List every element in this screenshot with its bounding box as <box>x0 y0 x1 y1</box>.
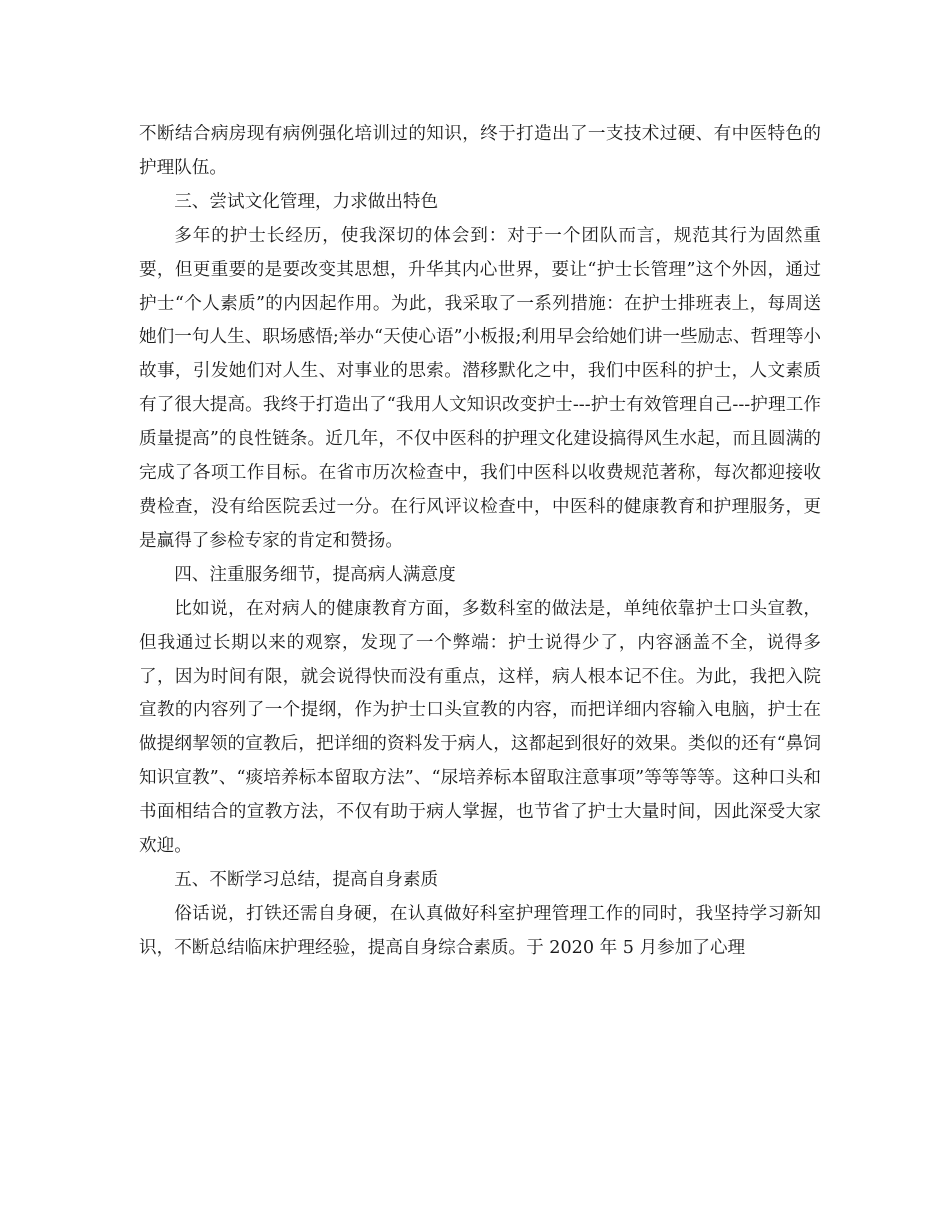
section-heading-5: 五、不断学习总结，提高自身素质 <box>174 869 439 890</box>
paragraph-self-improvement: 俗话说，打铁还需自身硬，在认真做好科室护理管理工作的同时，我坚持学习新知识，不断总结临床护理经验，提高自身综合素质。于 2020 年 5 月参加了心理 <box>139 903 821 958</box>
section-heading-4: 四、注重服务细节，提高病人满意度 <box>174 564 456 585</box>
paragraph-service-details: 比如说，在对病人的健康教育方面，多数科室的做法是，单纯依靠护士口头宣教，但我通过长期以来的观察，发现了一个弊端：护士说得少了，内容涵盖不全，说得多了，因为时间有限，就会说得快而没有重点，这样，病人根本记不住。为此，我把入院宣教的内容列了一个提纲，作为护士口头宣教的内容，而把详细内容输入电脑，护士在做提纲挈领的宣教后，把详细的资料发于病人，这都起到很好的效果。类似的还有“鼻饲知识宣教”、“痰培养标本留取方法”、“尿培养标本留取注意事项”等等等等。这种口头和书面相结合的宣教方法，不仅有助于病人掌握，也节省了护士大量时间，因此深受大家欢迎。 <box>139 598 821 857</box>
paragraph-continuation: 不断结合病房现有病例强化培训过的知识，终于打造出了一支技术过硬、有中医特色的护理队伍。 <box>139 124 821 178</box>
paragraph-culture-management: 多年的护士长经历，使我深切的体会到：对于一个团队而言，规范其行为固然重要，但更重要的是要改变其思想，升华其内心世界，要让“护士长管理”这个外因，通过护士“个人素质”的内因起作用。为此，我采取了一系列措施：在护士排班表上，每周送她们一句人生、职场感悟;举办“天使心语”小板报;利用早会给她们讲一些励志、哲理等小故事，引发她们对人生、对事业的思索。潜移默化之中，我们中医科的护士，人文素质有了很大提高。我终于打造出了“我用人文知识改变护士---护士有效管理自己---护理工作质量提高”的良性链条。近几年，不仅中医科的护理文化建设搞得风生水起，而且圆满的完成了各项工作目标。在省市历次检查中，我们中医科以收费规范著称，每次都迎接收费检查，没有给医院丢过一分。在行风评议检查中，中医科的健康教育和护理服务，更是赢得了参检专家的肯定和赞扬。 <box>139 225 821 551</box>
document-body <box>139 118 821 966</box>
section-heading-3: 三、尝试文化管理，力求做出特色 <box>174 191 439 212</box>
